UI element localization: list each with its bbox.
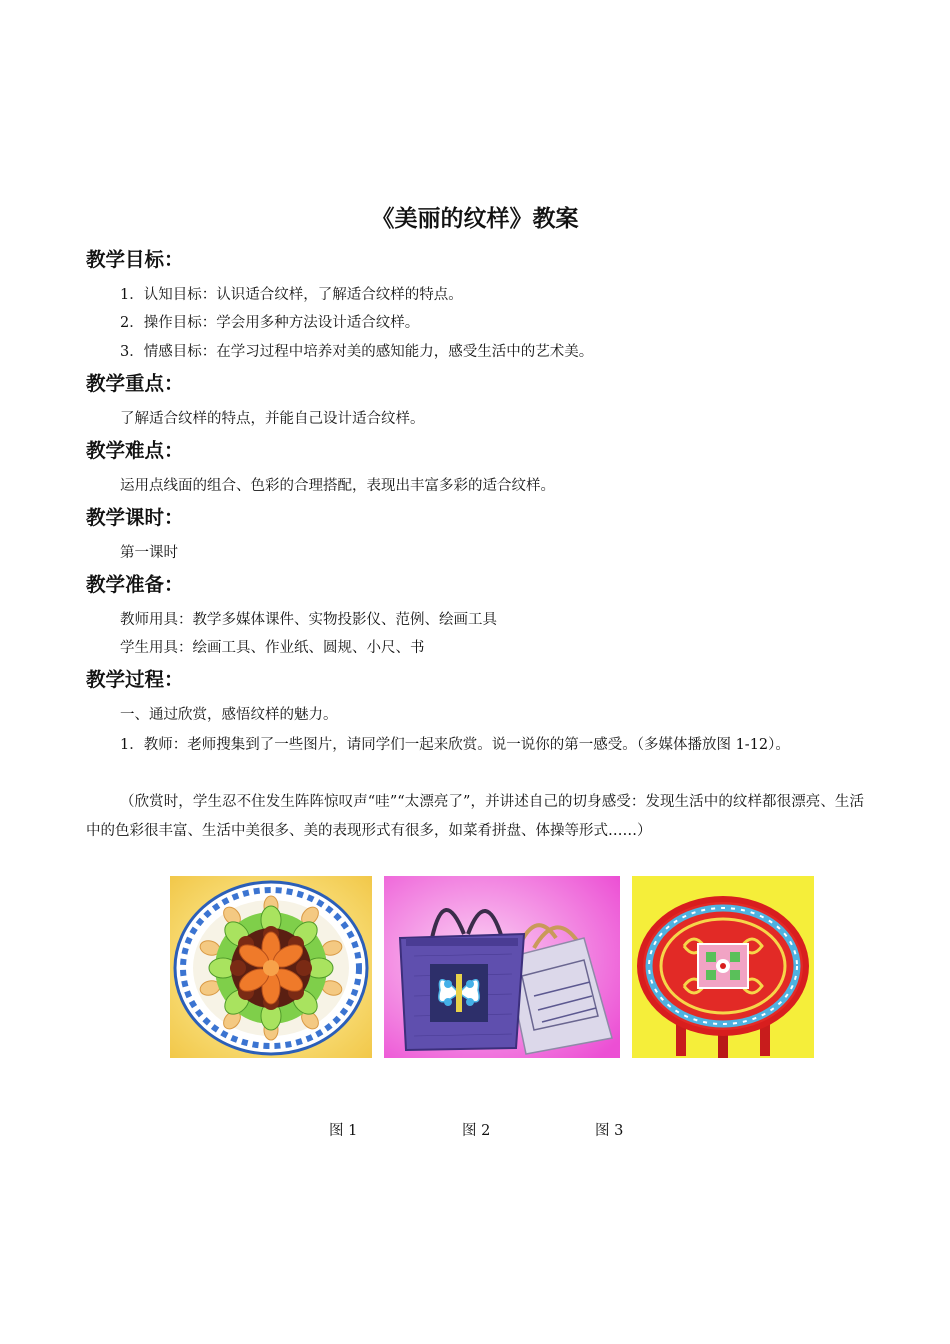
page-title: 《美丽的纹样》教案 [371, 206, 579, 232]
process-teacher-line: 1．教师：老师搜集到了一些图片，请同学们一起来欣赏。说一说你的第一感受。（多媒体播放图 1-12）。 [120, 737, 790, 753]
figure-1-food-plate [170, 876, 372, 1058]
objective-item-2: 2．操作目标：学会用多种方法设计适合纹样。 [120, 315, 420, 331]
objective-item-1: 1．认知目标：认识适合纹样，了解适合纹样的特点。 [120, 287, 463, 303]
figure-1-caption: 图 1 [329, 1123, 358, 1139]
preparation-teacher: 教师用具：教学多媒体课件、实物投影仪、范例、绘画工具 [120, 612, 497, 628]
preparation-student: 学生用具：绘画工具、作业纸、圆规、小尺、书 [120, 640, 425, 656]
class-hours-heading: 教学课时： [86, 506, 184, 529]
objectives-heading: 教学目标： [86, 248, 184, 271]
key-points-text: 了解适合纹样的特点，并能自己设计适合纹样。 [120, 411, 425, 427]
class-hours-text: 第一课时 [120, 545, 178, 561]
process-heading: 教学过程： [86, 668, 184, 691]
difficulties-heading: 教学难点： [86, 439, 184, 462]
figure-2-caption: 图 2 [462, 1123, 491, 1139]
figure-2-bags [384, 876, 620, 1058]
figure-3-caption: 图 3 [595, 1123, 624, 1139]
process-student-reaction: （欣赏时，学生忍不住发生阵阵惊叹声“哇”“太漂亮了”，并讲述自己的切身感受：发现生活中的纹样都很漂亮、生活中的色彩很丰富、生活中美很多、美的表现形式有很多，如菜肴拼盘、体操等形式……） [86, 794, 864, 839]
process-step-1: 一、通过欣赏，感悟纹样的魅力。 [120, 707, 338, 723]
preparation-heading: 教学准备： [86, 573, 184, 596]
figure-3-round-stool [632, 876, 814, 1058]
key-points-heading: 教学重点： [86, 372, 184, 395]
difficulties-text: 运用点线面的组合、色彩的合理搭配，表现出丰富多彩的适合纹样。 [120, 478, 555, 494]
objective-item-3: 3．情感目标：在学习过程中培养对美的感知能力，感受生活中的艺术美。 [120, 344, 594, 360]
